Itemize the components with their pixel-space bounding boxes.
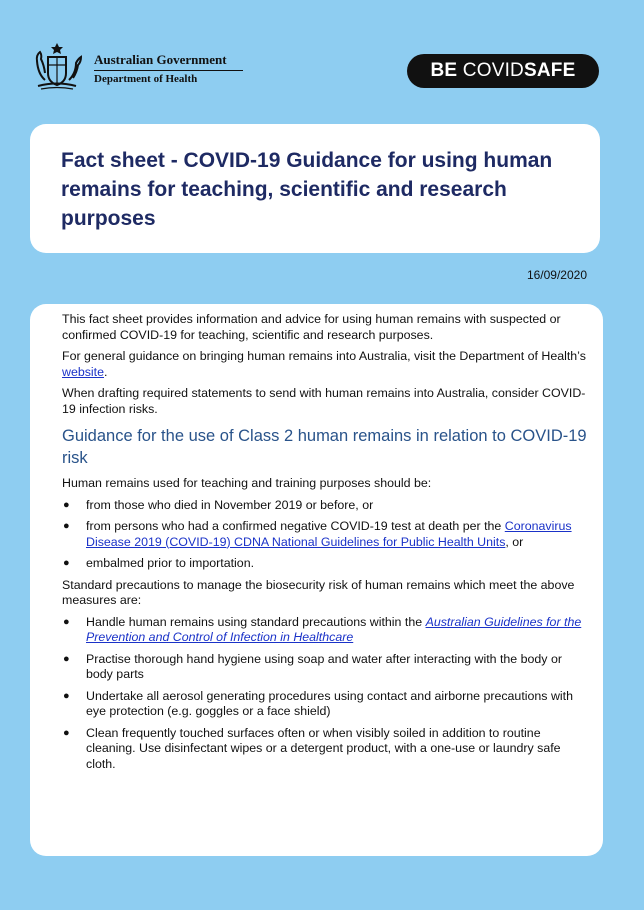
guidance-text-end: . — [104, 364, 108, 379]
list-item-text: from those who died in November 2019 or before, or — [86, 497, 374, 512]
list-item — [62, 689, 590, 720]
government-name: Australian Government — [94, 52, 227, 67]
bullet-icon: ● — [63, 726, 70, 739]
bullet-icon: ● — [63, 652, 70, 665]
list-item-text: Practise thorough hand hygiene using soap and water after interacting with the body or body parts — [86, 651, 562, 681]
precautions-list — [62, 615, 590, 773]
australian-government-logo — [27, 40, 237, 92]
guidance-paragraph — [62, 349, 590, 380]
logo-divider — [94, 70, 243, 71]
badge-be: BE — [430, 60, 463, 81]
list-item-text: from persons who had a confirmed negative COVID-19 test at death per the — [86, 519, 505, 533]
requirements-list — [62, 498, 590, 572]
publication-date: 16/09/2020 — [526, 268, 587, 282]
section-heading: Guidance for the use of Class 2 human remains in relation to COVID-19 risk — [62, 427, 587, 467]
coat-of-arms-icon — [27, 40, 87, 92]
bullet-icon: ● — [63, 557, 70, 569]
precautions-intro: Standard precautions to manage the biosecurity risk of human remains which meet the above measures are: — [62, 577, 575, 607]
badge-covid: COVID — [462, 60, 524, 81]
list-item-text: Clean frequently touched surfaces often or when visibly soiled in addition to routine cleaning. Use disinfectant wipes or a detergent product, with a one-use or laundry safe cloth. — [86, 725, 561, 771]
list-item — [62, 615, 590, 646]
badge-safe: SAFE — [523, 60, 576, 81]
list-item — [62, 556, 590, 572]
cdna-guidelines-link[interactable]: Coronavirus Disease 2019 (COVID-19) CDNA National Guidelines for Public Health Units — [86, 519, 572, 549]
page-title: Fact sheet - COVID-19 Guidance for using human remains for teaching, scientific and research purposes — [61, 149, 553, 230]
list-item-text: Handle human remains using standard precautions within the — [86, 614, 426, 629]
bullet-icon: ● — [63, 498, 70, 511]
guidance-text: For general guidance on bringing human remains into Australia, visit the Department of Health’s — [62, 349, 586, 363]
bullet-icon: ● — [63, 615, 70, 628]
content-card — [30, 304, 603, 856]
content-body — [62, 312, 590, 778]
statements-paragraph: When drafting required statements to send with human remains into Australia, consider COVID-19 infection risks. — [62, 386, 586, 416]
infection-control-guidelines-link[interactable]: Australian Guidelines for the Prevention and Control of Infection in Healthcare — [86, 614, 582, 644]
bullet-icon: ● — [63, 520, 70, 532]
list-item — [62, 726, 590, 773]
website-link[interactable]: website — [62, 364, 105, 379]
list-item — [62, 652, 590, 683]
list-item-text: Undertake all aerosol generating procedures using contact and airborne precautions with eye protection (e.g. goggles or a face shield) — [86, 688, 573, 718]
title-card — [30, 124, 600, 253]
list-item-text-end: , or — [505, 534, 524, 549]
intro-paragraph: This fact sheet provides information and advice for using human remains with suspected or confirmed COVID-19 for teaching, scientific and research purposes. — [62, 312, 561, 342]
department-name: Department of Health — [94, 73, 198, 85]
list-item-text: embalmed prior to importation. — [86, 556, 255, 570]
list-item — [62, 519, 590, 550]
list-item — [62, 498, 590, 514]
bullet-icon: ● — [63, 689, 70, 702]
be-covidsafe-badge — [407, 54, 599, 88]
list-intro: Human remains used for teaching and training purposes should be: — [62, 476, 432, 490]
